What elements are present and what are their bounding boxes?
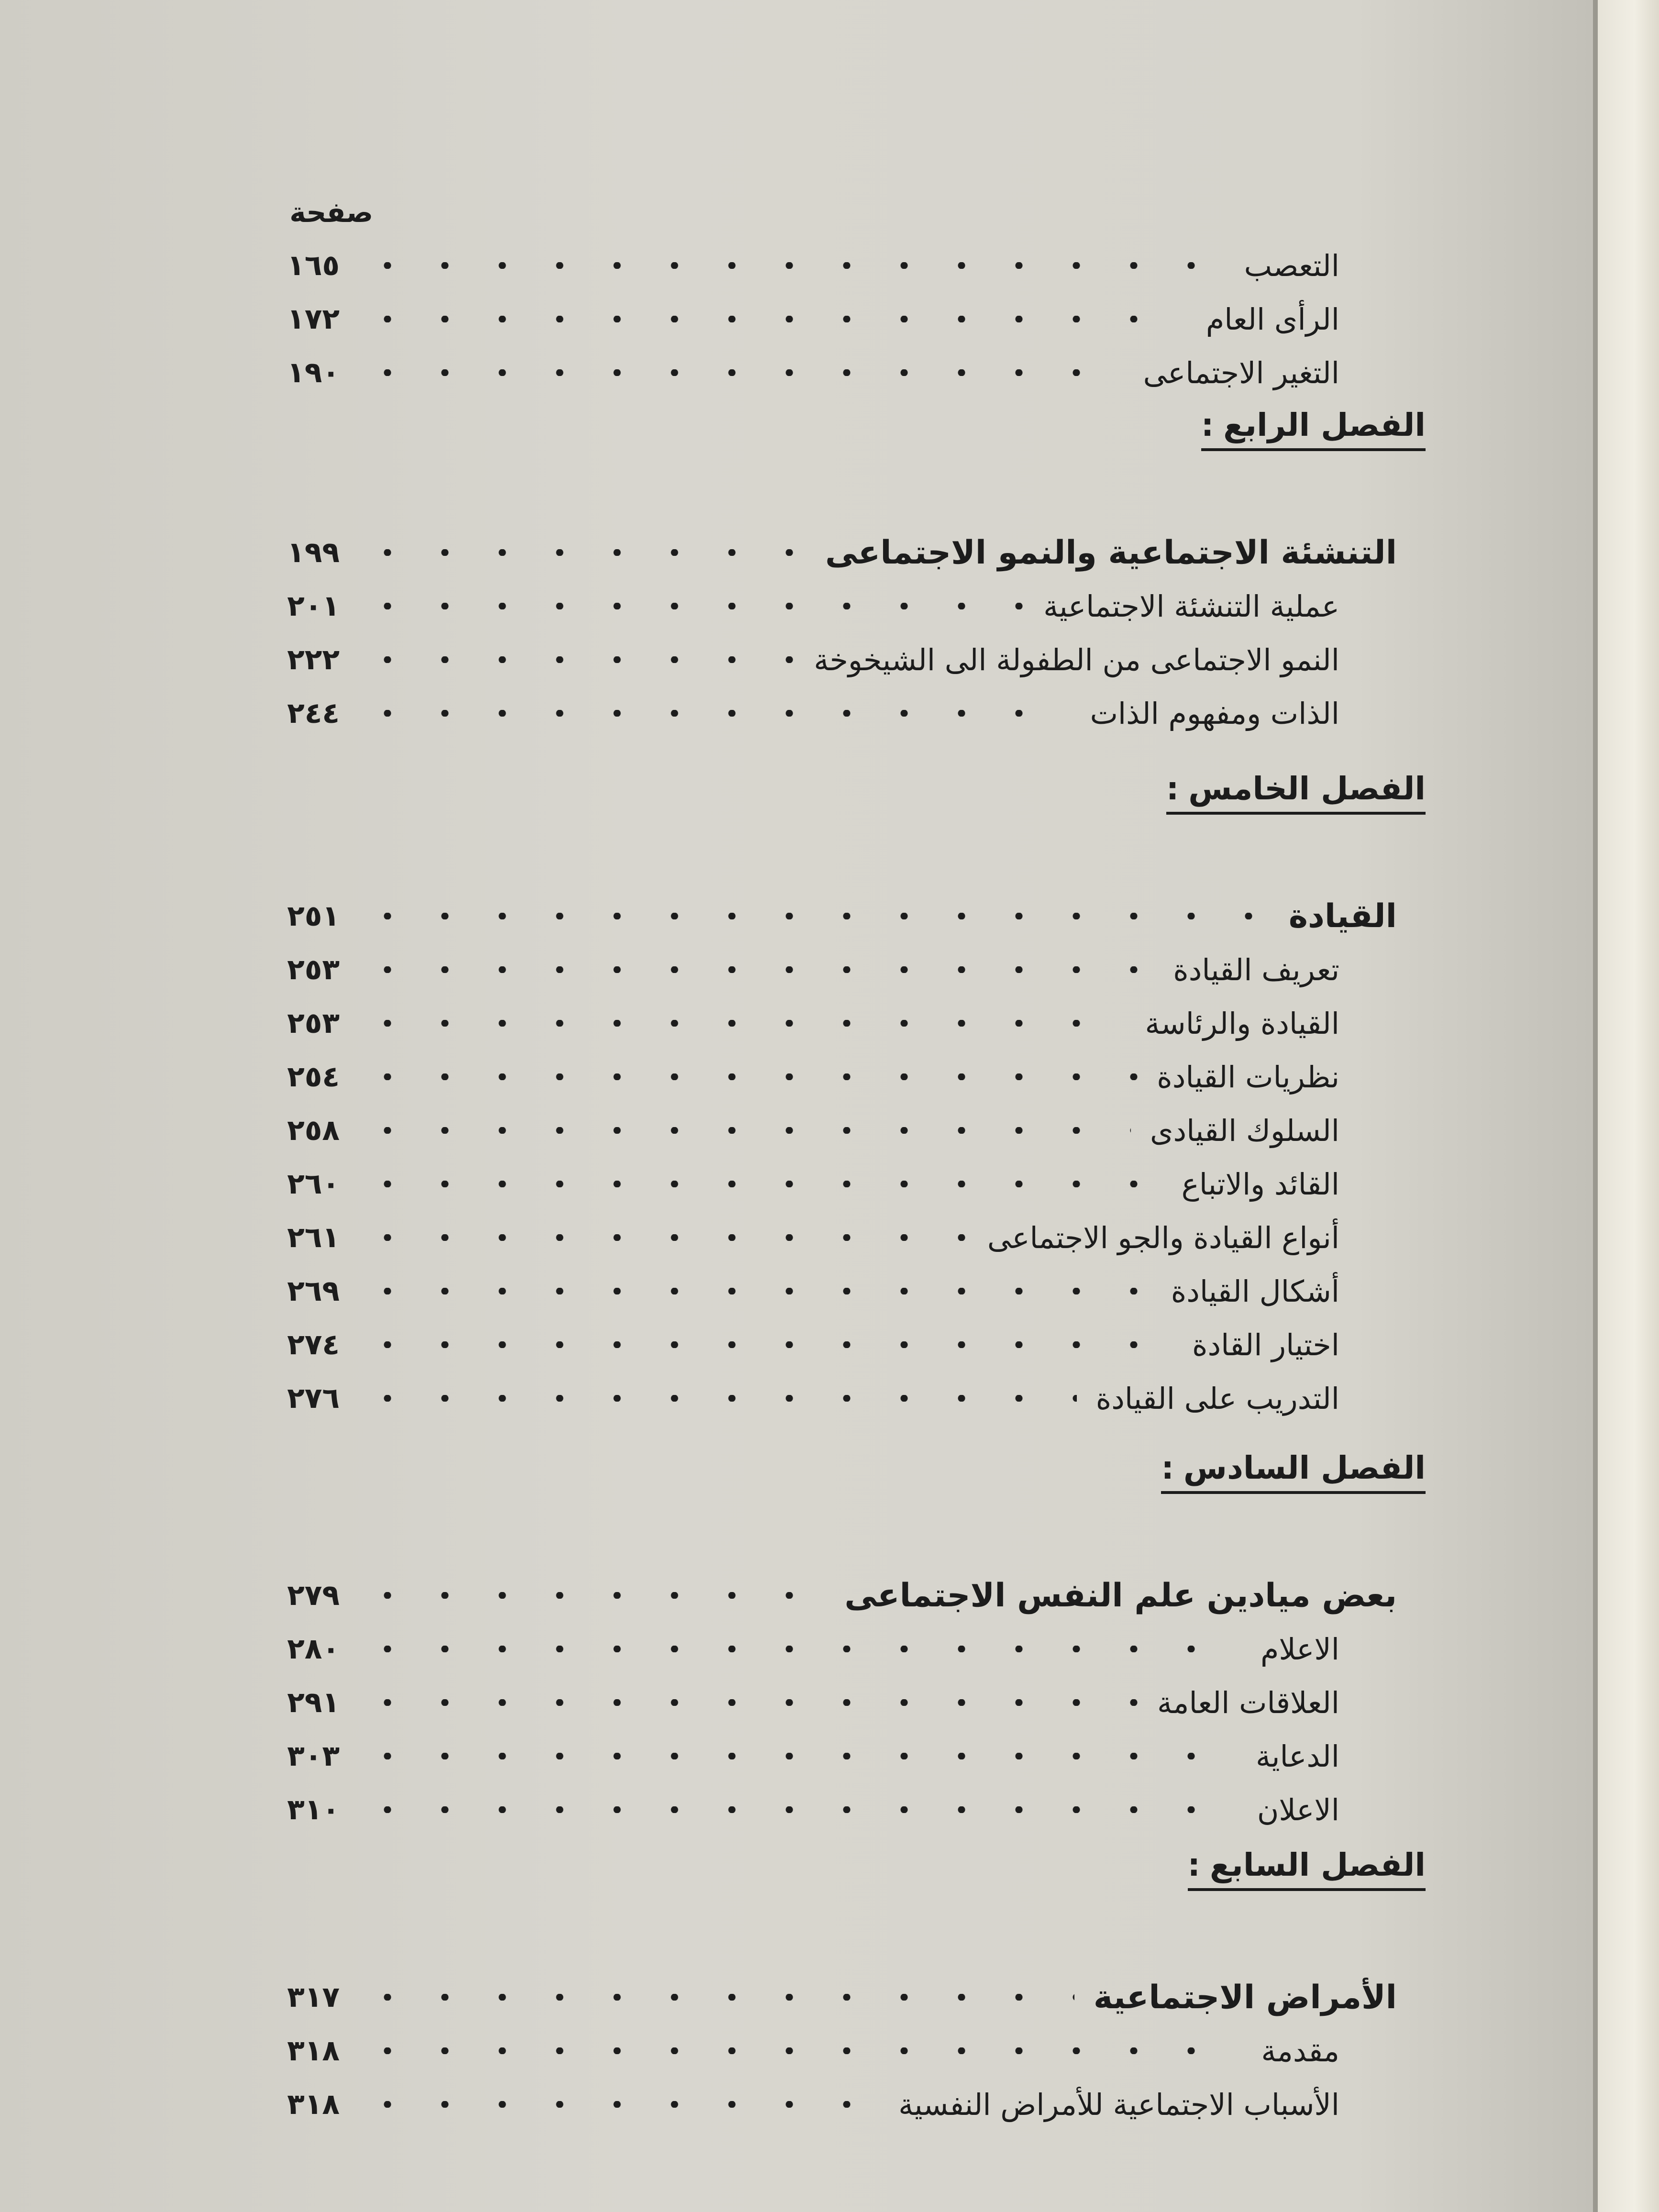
chapter-title: الفصل السادس	[1183, 1449, 1426, 1486]
toc-entry	[258, 580, 1339, 632]
toc-entry	[258, 1676, 1339, 1729]
toc-section-title: بعض ميادين علم النفس الاجتماعى	[844, 1576, 1397, 1615]
dot-leader	[359, 1073, 1138, 1080]
page-number: ٢٥٣	[287, 953, 340, 986]
toc-entry-label: القائد والاتباع	[1181, 1166, 1339, 1202]
dot-leader	[359, 316, 1187, 322]
chapter-heading	[1188, 1847, 1426, 1891]
toc-entry	[258, 633, 1339, 686]
toc-section-title: الأمراض الاجتماعية	[1093, 1978, 1397, 2016]
dot-leader	[359, 1127, 1131, 1134]
dot-leader	[359, 1753, 1237, 1759]
toc-entry	[258, 1051, 1339, 1103]
dot-leader	[359, 369, 1124, 376]
toc-entry-label: نظريات القيادة	[1157, 1059, 1339, 1095]
toc-entry	[258, 1971, 1397, 2024]
toc-entry	[258, 1211, 1339, 1264]
page-number: ٢٧٩	[287, 1579, 340, 1612]
toc-entry-label: السلوك القيادى	[1150, 1113, 1339, 1148]
page-number: ١٦٥	[287, 249, 340, 282]
toc-entry-label: التعصب	[1244, 248, 1339, 283]
toc-entry-label: الاعلان	[1257, 1792, 1339, 1827]
page-number: ٢٩١	[287, 1686, 340, 1719]
dot-leader	[359, 656, 795, 663]
toc-entry	[258, 997, 1339, 1050]
page-number: ٢٥٤	[287, 1060, 340, 1094]
toc-entry-label: عملية التنشئة الاجتماعية	[1043, 588, 1339, 624]
toc-entry	[258, 943, 1339, 996]
chapter-colon: :	[1187, 1847, 1200, 1883]
page-number: ٢٤٤	[287, 697, 340, 730]
chapter-colon: :	[1201, 407, 1214, 443]
chapter-title: الفصل السابع	[1209, 1847, 1426, 1883]
toc-entry	[258, 1372, 1339, 1425]
toc-entry	[258, 1318, 1339, 1371]
dot-leader	[359, 1646, 1241, 1652]
toc-entry-label: التدريب على القيادة	[1095, 1381, 1339, 1416]
page-number: ٢٥٨	[287, 1114, 340, 1147]
toc-entry-label: تعريف القيادة	[1173, 952, 1339, 987]
dot-leader	[359, 1234, 968, 1241]
dot-leader	[359, 710, 1071, 717]
dot-leader	[359, 913, 1270, 919]
toc-section-title: القيادة	[1288, 897, 1397, 935]
toc-entry	[258, 1265, 1339, 1317]
toc-entry-label: أنواع القيادة والجو الاجتماعى	[987, 1220, 1339, 1255]
toc-entry	[258, 2078, 1339, 2131]
toc-entry-label: العلاقات العامة	[1157, 1685, 1339, 1720]
toc-entry	[258, 2024, 1339, 2077]
chapter-colon: :	[1161, 1449, 1174, 1486]
page-number: ٢٥١	[287, 899, 340, 933]
page-number: ٣١٨	[287, 2088, 340, 2121]
toc-entry	[258, 239, 1339, 292]
dot-leader	[359, 1181, 1162, 1187]
dot-leader	[359, 1994, 1074, 2001]
page-edge	[1598, 0, 1659, 2212]
toc-entry-label: الذات ومفهوم الذات	[1090, 696, 1339, 731]
dot-leader	[359, 1288, 1152, 1294]
toc-entry	[258, 1730, 1339, 1782]
page-number: ٢٦١	[287, 1221, 340, 1254]
toc-entry	[258, 1569, 1397, 1622]
toc-entry	[258, 687, 1339, 740]
toc-entry	[258, 293, 1339, 345]
toc-entry-label: الأسباب الاجتماعية للأمراض النفسية	[898, 2087, 1339, 2122]
dot-leader	[359, 1699, 1138, 1706]
page-number: ٣٠٣	[287, 1739, 340, 1773]
dot-leader	[359, 262, 1225, 269]
page-number: ٣١٠	[287, 1793, 340, 1826]
dot-leader	[359, 2047, 1242, 2054]
dot-leader	[359, 1341, 1173, 1348]
toc-entry-label: التغير الاجتماعى	[1143, 355, 1339, 390]
toc-entry-label: اختيار القادة	[1192, 1327, 1339, 1362]
page-column-header: صفحة	[289, 196, 373, 229]
page-number: ٢٧٦	[287, 1382, 340, 1415]
dot-leader	[359, 2101, 879, 2108]
chapter-heading	[1161, 1449, 1426, 1494]
chapter-title: الفصل الرابع	[1223, 407, 1426, 443]
toc-entry-label: الاعلام	[1261, 1631, 1339, 1667]
toc-entry-label: القيادة والرئاسة	[1145, 1006, 1339, 1041]
toc-entry	[258, 1783, 1339, 1836]
chapter-title: الفصل الخامس	[1188, 770, 1426, 807]
toc-entry-label: أشكال القيادة	[1171, 1273, 1339, 1309]
toc-entry	[258, 1623, 1339, 1675]
toc-entry-label: النمو الاجتماعى من الطفولة الى الشيخوخة	[814, 642, 1339, 677]
toc-entry	[258, 1104, 1339, 1157]
page-number: ٢٧٤	[287, 1328, 340, 1361]
dot-leader	[359, 1020, 1126, 1027]
page-number: ٢٥٣	[287, 1006, 340, 1040]
toc-entry-label: الدعاية	[1255, 1738, 1339, 1774]
dot-leader	[359, 1806, 1238, 1813]
page-number: ٣١٨	[287, 2034, 340, 2068]
chapter-colon: :	[1166, 770, 1179, 807]
page-number: ٢٢٢	[287, 643, 340, 676]
page-number: ٢٨٠	[287, 1632, 340, 1666]
dot-leader	[359, 1395, 1077, 1402]
page-number: ١٩٠	[287, 356, 340, 389]
chapter-heading	[1201, 407, 1426, 451]
chapter-heading	[1166, 770, 1426, 815]
page-number: ٢٠١	[287, 589, 340, 623]
page-number: ١٧٢	[287, 302, 340, 336]
page-number: ١٩٩	[287, 536, 340, 569]
toc-entry-label: مقدمة	[1261, 2033, 1339, 2068]
toc-entry	[258, 526, 1397, 579]
toc-entry	[258, 890, 1397, 942]
toc-entry-label: الرأى العام	[1206, 301, 1339, 337]
toc-entry	[258, 346, 1339, 399]
dot-leader	[359, 966, 1154, 973]
page-number: ٢٦٩	[287, 1274, 340, 1308]
dot-leader	[359, 603, 1024, 609]
page-number: ٣١٧	[287, 1980, 340, 2014]
toc-entry	[258, 1158, 1339, 1210]
table-of-contents	[258, 182, 1426, 2143]
toc-section-title: التنشئة الاجتماعية والنمو الاجتماعى	[825, 533, 1397, 572]
dot-leader	[359, 549, 806, 556]
dot-leader	[359, 1592, 825, 1599]
page-number: ٢٦٠	[287, 1167, 340, 1201]
